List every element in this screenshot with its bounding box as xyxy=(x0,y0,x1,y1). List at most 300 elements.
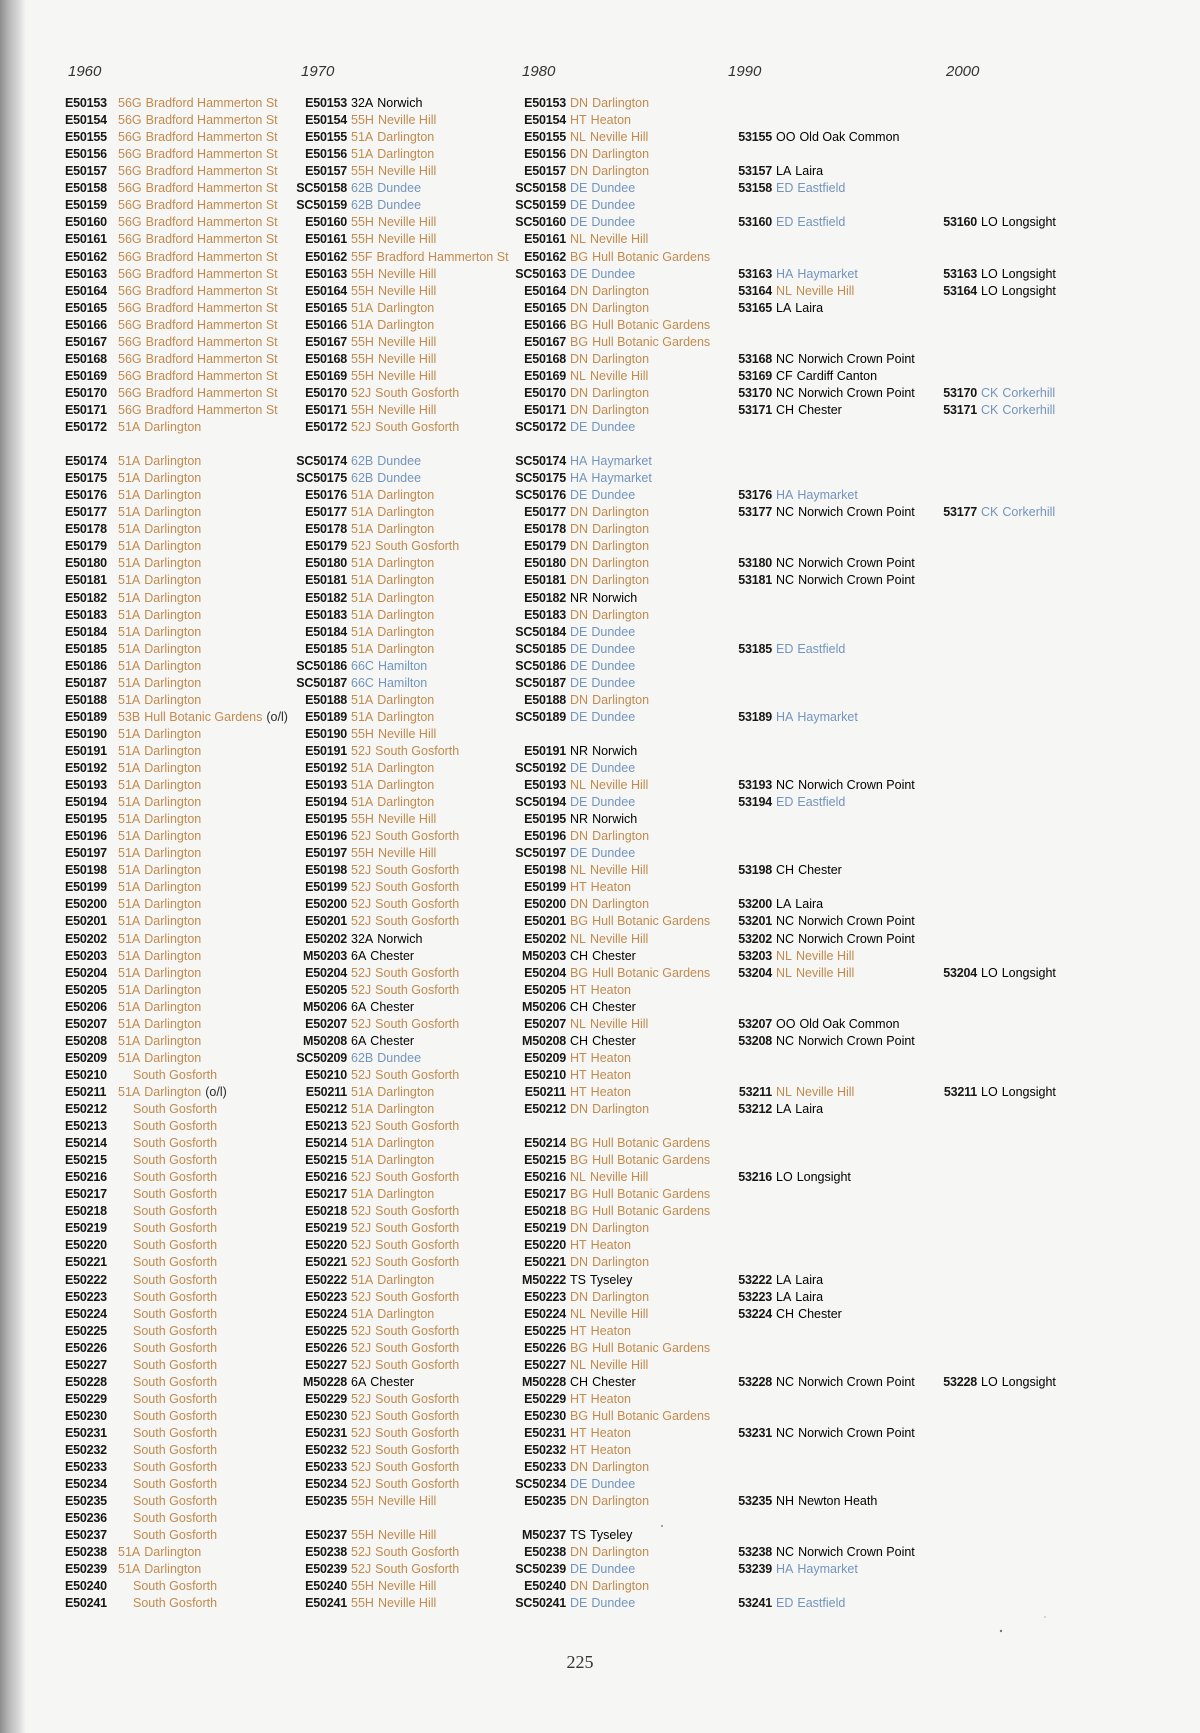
shed-code: 51A xyxy=(118,880,141,895)
header-1980: 1980 xyxy=(522,63,556,80)
depot-name: Darlington xyxy=(592,1494,650,1509)
unit-number: SC50175 xyxy=(296,471,347,486)
shed-code: BG xyxy=(570,1340,589,1355)
shed-code: NC xyxy=(776,914,795,929)
unit-number: E50199 xyxy=(524,880,566,895)
shed-code: DN xyxy=(570,300,589,315)
shed-code: DE xyxy=(570,1477,588,1491)
shed-code: BG xyxy=(570,317,589,332)
unit-number: E50191 xyxy=(305,743,347,758)
shed-code: 56G xyxy=(118,266,142,281)
depot-name: Corkerhill xyxy=(1002,385,1056,400)
unit-number: E50167 xyxy=(524,334,566,349)
shed-code: HA xyxy=(570,454,588,469)
depot-name: Bradford Hammerton St xyxy=(145,232,278,247)
depot-name: Hull Botanic Gardens xyxy=(592,1340,711,1355)
depot-name: Darlington xyxy=(144,1545,202,1560)
depot-name: South Gosforth xyxy=(375,1016,460,1031)
unit-number: 53239 xyxy=(738,1562,772,1577)
depot-name: Dundee xyxy=(591,1596,636,1611)
unit-number: E50179 xyxy=(65,539,107,554)
shed-code: 56G xyxy=(118,317,142,332)
depot-name: Darlington xyxy=(592,402,650,417)
shed-code: 56G xyxy=(118,334,142,349)
depot-name: Heaton xyxy=(590,1425,631,1440)
shed-code: DN xyxy=(570,607,589,622)
depot-name: Eastfield xyxy=(797,215,846,230)
depot-name: Bradford Hammerton St xyxy=(145,113,278,127)
unit-number: E50166 xyxy=(524,317,566,332)
depot-name: South Gosforth xyxy=(133,1272,218,1287)
shed-code: DN xyxy=(570,1579,589,1594)
depot-name: Darlington xyxy=(377,709,435,724)
depot-name: South Gosforth xyxy=(133,1102,218,1116)
unit-number: E50185 xyxy=(305,641,347,656)
depot-name: Norwich Crown Point xyxy=(798,931,915,946)
shed-code: 52J xyxy=(351,1067,372,1082)
unit-number: SC50209 xyxy=(296,1050,347,1065)
unit-number: E50182 xyxy=(305,590,347,605)
depot-name: Darlington xyxy=(144,829,202,844)
shed-code: 51A xyxy=(118,812,141,827)
shed-code: 55H xyxy=(351,113,374,127)
unit-number: M50206 xyxy=(522,999,566,1014)
unit-number: E50235 xyxy=(305,1494,347,1509)
depot-name: South Gosforth xyxy=(375,863,460,878)
depot-name: Darlington xyxy=(377,300,435,315)
depot-name: Darlington xyxy=(592,1289,650,1304)
depot-name: Darlington xyxy=(592,573,650,588)
depot-name: Laira xyxy=(795,1272,824,1287)
shed-code: 52J xyxy=(351,1255,372,1270)
depot-name: Hull Botanic Gardens xyxy=(592,317,711,332)
depot-name: South Gosforth xyxy=(375,1238,460,1253)
unit-number: E50220 xyxy=(65,1238,107,1253)
shed-code: 55H xyxy=(351,232,374,247)
depot-name: Darlington xyxy=(592,897,650,912)
depot-name: Darlington xyxy=(144,982,202,997)
unit-number: E50240 xyxy=(65,1579,107,1594)
unit-number: E50221 xyxy=(305,1255,347,1270)
depot-name: Darlington xyxy=(592,539,650,554)
shed-code: 51A xyxy=(118,795,141,810)
unit-number: E50156 xyxy=(524,147,566,162)
unit-number: SC50158 xyxy=(515,181,566,196)
unit-number: E50184 xyxy=(65,624,107,639)
depot-name: Neville Hill xyxy=(377,726,437,741)
shed-code: NL xyxy=(570,931,586,946)
unit-number: 53204 xyxy=(738,965,772,980)
unit-number: E50202 xyxy=(524,931,566,946)
depot-name: Dundee xyxy=(591,675,636,690)
shed-code: HA xyxy=(776,266,794,281)
shed-code: NL xyxy=(570,1016,586,1031)
shed-code: NL xyxy=(570,130,586,145)
unit-number: SC50186 xyxy=(515,658,566,673)
unit-number: E50232 xyxy=(305,1443,347,1457)
shed-code: 56G xyxy=(118,300,142,315)
depot-name: Norwich xyxy=(592,743,638,758)
shed-code: 62B xyxy=(351,454,374,469)
unit-number: E50177 xyxy=(65,505,107,520)
shed-code: HT xyxy=(570,1238,587,1253)
unit-number: E50196 xyxy=(524,829,566,844)
shed-code: 56G xyxy=(118,147,142,162)
shed-code: NR xyxy=(570,812,589,827)
depot-name: Darlington xyxy=(144,863,202,878)
shed-code: DN xyxy=(570,1460,589,1474)
shed-code: 51A xyxy=(351,1153,374,1168)
depot-name: Darlington xyxy=(144,658,202,673)
unit-number: 53211 xyxy=(738,1084,772,1099)
unit-number: 53160 xyxy=(738,215,772,230)
shed-code: 51A xyxy=(118,539,141,554)
unit-number: E50217 xyxy=(305,1187,347,1202)
depot-name: Darlington xyxy=(144,1016,202,1031)
unit-number: E50169 xyxy=(524,368,566,383)
unit-number: E50195 xyxy=(65,812,107,827)
depot-name: South Gosforth xyxy=(133,1255,218,1270)
depot-name: Bradford Hammerton St xyxy=(145,317,278,332)
depot-name: South Gosforth xyxy=(133,1340,218,1355)
unit-number: E50184 xyxy=(305,624,347,639)
shed-code: 52J xyxy=(351,982,372,997)
depot-name: Darlington xyxy=(592,522,650,537)
unit-number: 53202 xyxy=(738,931,772,946)
unit-number: E50185 xyxy=(65,641,107,656)
unit-number: E50211 xyxy=(305,1084,347,1099)
unit-number: 53223 xyxy=(738,1289,772,1304)
unit-number: SC50189 xyxy=(515,709,566,724)
depot-name: South Gosforth xyxy=(133,1238,218,1253)
depot-name: Darlington xyxy=(144,641,202,656)
shed-code: CH xyxy=(570,999,589,1014)
shed-code: NR xyxy=(570,743,589,758)
depot-name: South Gosforth xyxy=(133,1170,218,1185)
shed-code: 52J xyxy=(351,965,372,980)
shed-code: 62B xyxy=(351,471,374,486)
unit-number: E50182 xyxy=(524,590,566,605)
unit-number: 53163 xyxy=(943,266,977,281)
shed-code: 6A xyxy=(351,999,367,1014)
depot-name: Dundee xyxy=(377,471,422,486)
unit-number: 53200 xyxy=(738,897,772,912)
unit-number: E50183 xyxy=(65,607,107,622)
unit-number: 53170 xyxy=(738,385,772,400)
depot-name: Haymarket xyxy=(797,266,858,281)
depot-name: Darlington xyxy=(377,641,435,656)
unit-number: E50154 xyxy=(305,113,347,127)
depot-name: Neville Hill xyxy=(589,1170,649,1185)
shed-code: DN xyxy=(570,1545,589,1560)
depot-name: Longsight xyxy=(1001,1374,1056,1389)
unit-number: E50200 xyxy=(65,897,107,912)
unit-number: E50232 xyxy=(65,1443,107,1457)
depot-name: South Gosforth xyxy=(375,743,460,758)
depot-name: South Gosforth xyxy=(375,1408,460,1423)
depot-name: South Gosforth xyxy=(133,1579,218,1594)
depot-name: Chester xyxy=(370,999,415,1014)
unit-number: E50156 xyxy=(65,147,107,162)
depot-name: Darlington xyxy=(144,812,202,827)
depot-name: Darlington xyxy=(144,454,202,469)
unit-number: E50167 xyxy=(65,334,107,349)
unit-number: E50207 xyxy=(524,1016,566,1031)
shed-code: 51A xyxy=(351,1084,374,1099)
depot-name: Norwich xyxy=(592,590,638,605)
depot-name: Bradford Hammerton St xyxy=(145,198,278,213)
unit-number: E50238 xyxy=(65,1545,107,1560)
unit-number: E50202 xyxy=(65,931,107,946)
depot-name: Bradford Hammerton St xyxy=(145,266,278,281)
unit-number: E50229 xyxy=(524,1391,566,1406)
depot-name: Darlington xyxy=(144,761,202,775)
depot-name: Neville Hill xyxy=(795,283,855,298)
shed-code: DN xyxy=(570,96,589,110)
depot-name: Darlington xyxy=(144,795,202,810)
depot-name: Hamilton xyxy=(377,675,428,690)
shed-code: NL xyxy=(570,778,586,792)
shed-code: 55H xyxy=(351,402,374,417)
shed-code: 66C xyxy=(351,675,374,690)
unit-number: E50204 xyxy=(305,965,347,980)
unit-number: E50153 xyxy=(524,96,566,110)
unit-number: E50234 xyxy=(65,1477,107,1491)
shed-code: DE xyxy=(570,198,588,213)
unit-number: E50239 xyxy=(305,1562,347,1577)
unit-number: SC50186 xyxy=(296,658,347,673)
depot-name: Chester xyxy=(592,1033,636,1048)
unit-number: E50190 xyxy=(305,726,347,741)
shed-code: 51A xyxy=(118,846,141,861)
shed-code: DE xyxy=(570,488,588,503)
unit-number: 53189 xyxy=(738,709,772,724)
unit-number: M50228 xyxy=(303,1374,347,1389)
depot-name: Darlington xyxy=(592,556,650,571)
depot-name: Chester xyxy=(370,948,415,963)
shed-code: 55H xyxy=(351,1494,374,1509)
depot-name: Norwich Crown Point xyxy=(798,351,915,366)
shed-code: 52J xyxy=(351,1425,372,1440)
unit-number: E50223 xyxy=(305,1289,347,1304)
unit-number: E50231 xyxy=(305,1425,347,1440)
shed-code: DE xyxy=(570,675,588,690)
unit-number: E50211 xyxy=(65,1084,107,1099)
unit-number: E50172 xyxy=(65,419,107,434)
unit-number: E50205 xyxy=(524,982,566,997)
shed-code: LO xyxy=(981,215,998,230)
depot-name: Darlington xyxy=(144,846,202,861)
unit-number: E50224 xyxy=(305,1306,347,1321)
depot-name: Neville Hill xyxy=(795,948,855,963)
unit-number: E50233 xyxy=(305,1460,347,1474)
depot-name: Norwich Crown Point xyxy=(798,556,915,571)
depot-name: Darlington xyxy=(144,1050,202,1065)
depot-name: South Gosforth xyxy=(375,1562,460,1577)
shed-code: BG xyxy=(570,1204,589,1219)
shed-code: NC xyxy=(776,1425,795,1440)
shed-code: 51A xyxy=(118,1033,141,1048)
depot-name: South Gosforth xyxy=(375,897,460,912)
unit-number: 53212 xyxy=(738,1102,772,1116)
depot-name: Norwich xyxy=(377,931,423,946)
depot-name: Dundee xyxy=(591,266,636,281)
depot-name: Darlington xyxy=(144,1562,202,1577)
unit-number: 53235 xyxy=(738,1494,772,1509)
unit-number: E50191 xyxy=(524,743,566,758)
unit-number: E50196 xyxy=(65,829,107,844)
depot-name: South Gosforth xyxy=(133,1408,218,1423)
unit-number: 53228 xyxy=(738,1374,772,1389)
depot-name: Neville Hill xyxy=(377,1528,437,1543)
unit-number: 53164 xyxy=(738,283,772,298)
unit-number: E50157 xyxy=(524,164,566,179)
unit-number: E50240 xyxy=(305,1579,347,1594)
shed-code: 51A xyxy=(351,573,374,588)
shed-code: 52J xyxy=(351,1562,372,1577)
unit-number: M50222 xyxy=(522,1272,566,1287)
unit-number: E50177 xyxy=(305,505,347,520)
unit-number: 53207 xyxy=(738,1016,772,1031)
depot-name: Longsight xyxy=(1001,266,1056,281)
depot-name: South Gosforth xyxy=(133,1136,218,1150)
shed-code: HA xyxy=(570,471,588,486)
shed-code: 55H xyxy=(351,812,374,827)
depot-name: Dundee xyxy=(591,624,636,639)
depot-name: Hamilton xyxy=(377,658,428,673)
shed-code: 51A xyxy=(351,709,374,724)
shed-code: NC xyxy=(776,351,795,366)
unit-number: E50240 xyxy=(524,1579,566,1594)
depot-name: Hull Botanic Gardens xyxy=(592,1136,711,1150)
depot-name: Darlington xyxy=(592,385,650,400)
shed-code: 56G xyxy=(118,351,142,366)
unit-number: E50157 xyxy=(305,164,347,179)
shed-code: 51A xyxy=(118,948,141,963)
unit-number: E50221 xyxy=(65,1255,107,1270)
shed-code: 32A xyxy=(351,96,374,110)
depot-name: Neville Hill xyxy=(589,863,649,878)
unit-number: E50199 xyxy=(305,880,347,895)
depot-name: Corkerhill xyxy=(1002,505,1056,520)
shed-code: 52J xyxy=(351,385,372,400)
shed-code: 55H xyxy=(351,351,374,366)
depot-name: Dundee xyxy=(591,846,636,861)
shed-code: 51A xyxy=(351,505,374,520)
unit-number: E50237 xyxy=(65,1528,107,1543)
unit-number: E50225 xyxy=(305,1323,347,1338)
shed-code: 56G xyxy=(118,164,142,179)
unit-number: E50198 xyxy=(524,863,566,878)
depot-name: Darlington xyxy=(144,1033,202,1048)
unit-number: E50196 xyxy=(305,829,347,844)
shed-code: NC xyxy=(776,931,795,946)
depot-name: Darlington xyxy=(144,999,202,1014)
depot-name: Chester xyxy=(798,863,842,878)
depot-name: Bradford Hammerton St xyxy=(145,249,278,264)
unit-number: SC50187 xyxy=(296,675,347,690)
shed-code: LA xyxy=(776,164,792,179)
depot-name: Bradford Hammerton St xyxy=(145,402,278,417)
unit-number: E50215 xyxy=(305,1153,347,1168)
unit-number: E50189 xyxy=(65,709,107,724)
shed-code: 51A xyxy=(351,1102,374,1116)
unit-number: E50176 xyxy=(305,488,347,503)
header-1960: 1960 xyxy=(68,63,102,80)
shed-code: BG xyxy=(570,914,589,929)
unit-number: E50228 xyxy=(65,1374,107,1389)
depot-name: Neville Hill xyxy=(377,351,437,366)
depot-name: Darlington xyxy=(592,505,650,520)
shed-code: HA xyxy=(776,488,794,503)
depot-name: Neville Hill xyxy=(377,334,437,349)
depot-name: South Gosforth xyxy=(375,1391,460,1406)
unit-number: E50186 xyxy=(65,658,107,673)
shed-code: 56G xyxy=(118,198,142,213)
unit-number: 53158 xyxy=(738,181,772,196)
depot-name: Old Oak Common xyxy=(799,130,900,145)
unit-number: E50214 xyxy=(524,1136,566,1150)
depot-name: Tyseley xyxy=(589,1272,633,1287)
unit-number: E50163 xyxy=(65,266,107,281)
depot-name: Chester xyxy=(592,948,636,963)
depot-name: South Gosforth xyxy=(375,914,460,929)
depot-name: Eastfield xyxy=(797,795,846,810)
shed-code: CH xyxy=(776,1306,795,1321)
unit-number: E50204 xyxy=(65,965,107,980)
depot-name: Neville Hill xyxy=(377,113,437,127)
depot-name: Dundee xyxy=(591,658,636,673)
depot-name: Darlington xyxy=(144,419,202,434)
shed-code: 56G xyxy=(118,283,142,298)
unit-number: E50157 xyxy=(65,164,107,179)
depot-name: Hull Botanic Gardens xyxy=(592,1153,711,1168)
shed-code: NL xyxy=(570,368,586,383)
shed-code: LA xyxy=(776,1102,792,1116)
depot-name: Hull Botanic Gardens xyxy=(592,1408,711,1423)
shed-code: DN xyxy=(570,283,589,298)
depot-name: Heaton xyxy=(590,1084,631,1099)
shed-code: 51A xyxy=(118,1545,141,1560)
depot-name: Eastfield xyxy=(797,181,846,196)
depot-name: Darlington xyxy=(377,1084,435,1099)
shed-code: HT xyxy=(570,1067,587,1082)
unit-number: 53157 xyxy=(738,164,772,179)
depot-name: Norwich Crown Point xyxy=(798,1425,915,1440)
depot-name: Neville Hill xyxy=(377,232,437,247)
unit-number: E50225 xyxy=(524,1323,566,1338)
shed-code: 51A xyxy=(351,1136,374,1150)
shed-code: NL xyxy=(570,863,586,878)
depot-name: Neville Hill xyxy=(377,402,437,417)
shed-code: ED xyxy=(776,1596,794,1611)
unit-number: E50209 xyxy=(65,1050,107,1065)
shed-code: 66C xyxy=(351,658,374,673)
depot-name: Darlington xyxy=(144,897,202,912)
unit-number: E50234 xyxy=(305,1477,347,1491)
shed-code: 52J xyxy=(351,829,372,844)
shed-code: DE xyxy=(570,215,588,230)
unit-number: E50171 xyxy=(65,402,107,417)
shed-code: HT xyxy=(570,1425,587,1440)
unit-number: E50188 xyxy=(305,692,347,707)
unit-number: E50210 xyxy=(524,1067,566,1082)
shed-code: 52J xyxy=(351,1119,372,1133)
unit-number: E50174 xyxy=(65,454,107,469)
depot-name: Dundee xyxy=(591,419,636,434)
shed-code: CH xyxy=(776,863,795,878)
unit-number: M50203 xyxy=(522,948,566,963)
